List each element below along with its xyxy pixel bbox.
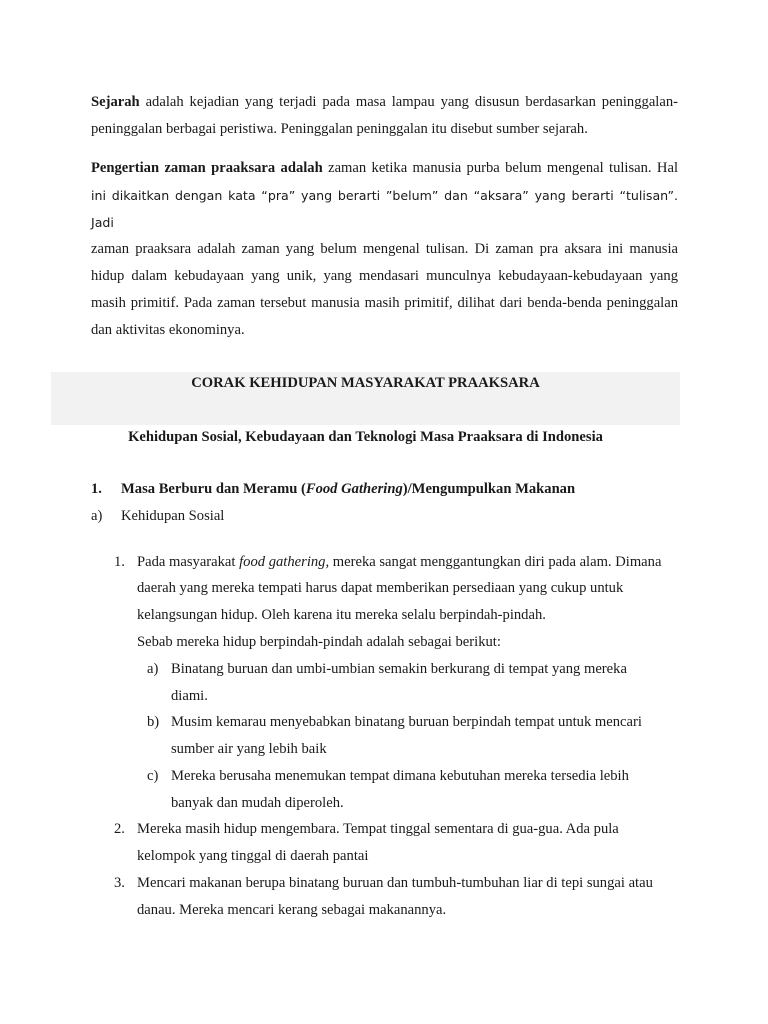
reason-a-line-1: Binatang buruan dan umbi-umbian semakin berkurang di tempat yang mereka <box>171 661 627 677</box>
reason-a-line-2: diami. <box>171 688 208 704</box>
definition-line-2: ini dikaitkan dengan kata “pra” yang berarti ”belum” dan “aksara” yang berarti “tulisan”. Jadi <box>91 188 678 230</box>
list-item-3-line-2: danau. Mereka mencari kerang sebagai makanannya. <box>137 902 447 918</box>
reason-b-line-2: sumber air yang lebih baik <box>171 741 327 757</box>
reason-b-line-1: Musim kemarau menyebabkan binatang buruan berpindah tempat untuk mencari <box>171 714 642 730</box>
banner-title: CORAK KEHIDUPAN MASYARAKAT PRAAKSARA <box>191 375 540 391</box>
list-item-1-line-1: Pada masyarakat food gathering, mereka sangat menggantungkan diri pada alam. Dimana <box>137 554 662 570</box>
list-item-2-line-2: kelompok yang tinggal di daerah pantai <box>137 848 369 864</box>
term-praaksara: Pengertian zaman praaksara adalah <box>91 160 323 176</box>
reason-c-line-2: banyak dan mudah diperoleh. <box>171 795 344 811</box>
list-item-1-line-2: daerah yang mereka tempati harus dapat memberikan persediaan yang cukup untuk <box>137 580 624 596</box>
reason-b-marker: b) <box>147 714 160 730</box>
reason-c-marker: c) <box>147 768 159 784</box>
list-item-1-line-4: Sebab mereka hidup berpindah-pindah adalah sebagai berikut: <box>137 634 501 650</box>
list-item-2-line-1: Mereka masih hidup mengembara. Tempat tinggal sementara di gua-gua. Ada pula <box>137 821 619 837</box>
intro-text: adalah kejadian yang terjadi pada masa lampau yang disusun berdasarkan peninggalan-peninggalan berbagai peristiwa. Peninggalan peninggalan itu disebut sumber sejarah. <box>91 94 678 137</box>
section-1-number: 1. <box>91 481 102 497</box>
reason-a-marker: a) <box>147 661 159 677</box>
reason-c-line-1: Mereka berusaha menemukan tempat dimana kebutuhan mereka tersedia lebih <box>171 768 629 784</box>
definition-paragraph <box>91 155 678 344</box>
list-item-3-marker: 3. <box>114 875 125 891</box>
intro-paragraph <box>91 89 678 143</box>
section-1-heading: Masa Berburu dan Meramu (Food Gathering)/Mengumpulkan Makanan <box>121 481 576 497</box>
list-item-1-marker: 1. <box>114 554 125 570</box>
subsection-a-marker: a) <box>91 508 103 524</box>
section-banner <box>51 372 680 425</box>
list-item-2-marker: 2. <box>114 821 125 837</box>
subsection-a-label: Kehidupan Sosial <box>121 508 225 524</box>
section-subtitle: Kehidupan Sosial, Kebudayaan dan Teknologi Masa Praaksara di Indonesia <box>128 429 603 445</box>
list-item-1-line-3: kelangsungan hidup. Oleh karena itu mereka selalu berpindah-pindah. <box>137 607 546 623</box>
term-sejarah: Sejarah <box>91 94 140 110</box>
definition-line-1: Pengertian zaman praaksara adalah zaman ketika manusia purba belum mengenal tulisan. Hal <box>91 160 678 176</box>
definition-rest: zaman praaksara adalah zaman yang belum mengenal tulisan. Di zaman pra aksara ini manusia hidup dalam kebudayaan yang unik, yang mendasari munculnya kebudayaan-kebudayaan yang masih primitif. Pada zaman tersebut manusia masih primitif, dilihat dari benda-benda peninggalan dan aktivitas ekonominya. <box>91 241 678 338</box>
list-item-3-line-1: Mencari makanan berupa binatang buruan dan tumbuh-tumbuhan liar di tepi sungai atau <box>137 875 653 891</box>
